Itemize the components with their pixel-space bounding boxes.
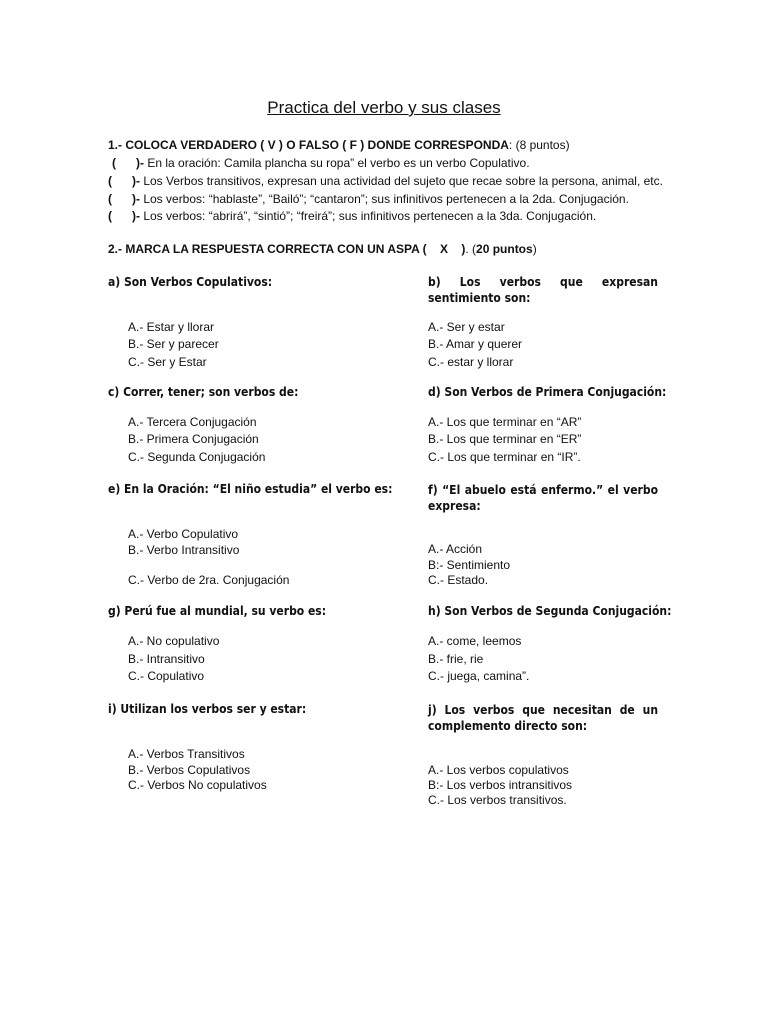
question-d-option-a[interactable]: A.- Los que terminar en “AR” — [428, 415, 582, 429]
section2-heading-bold: 2.- MARCA LA RESPUESTA CORRECTA CON UN ASPA ( X ) — [108, 242, 466, 256]
section2-heading-points: 20 puntos — [476, 242, 533, 256]
question-e-heading: e) En la Oración: “El niño estudia” el verbo es: — [108, 482, 393, 496]
question-a-option-c[interactable]: C.- Ser y Estar — [128, 355, 207, 369]
question-c-heading: c) Correr, tener; son verbos de: — [108, 385, 299, 399]
tf-text: Los verbos: “hablaste”, “Bailó”; “cantaron”; sus infinitivos pertenecen a la 2da. Conjugación. — [140, 192, 629, 206]
section1-heading-bold: 1.- COLOCA VERDADERO ( V ) O FALSO ( F ) DONDE CORRESPONDA — [108, 138, 509, 152]
section1-heading-rest: : (8 puntos) — [508, 138, 570, 152]
question-g-option-c[interactable]: C.- Copulativo — [128, 669, 205, 683]
question-h-heading: h) Son Verbos de Segunda Conjugación: — [428, 604, 672, 618]
tf-item-2 — [108, 174, 663, 188]
question-f-option-b[interactable]: B:- Sentimiento — [428, 558, 511, 572]
question-d-option-b[interactable]: B.- Los que terminar en “ER” — [428, 432, 582, 446]
question-a-option-a[interactable]: A.- Estar y llorar — [128, 320, 215, 334]
question-e-option-b[interactable]: B.- Verbo Intransitivo — [128, 543, 240, 557]
tf-mark[interactable]: ( )- — [108, 192, 140, 206]
question-j-option-c[interactable]: C.- Los verbos transitivos. — [428, 793, 567, 807]
question-d-heading: d) Son Verbos de Primera Conjugación: — [428, 385, 667, 399]
question-c-option-a[interactable]: A.- Tercera Conjugación — [128, 415, 257, 429]
section2-heading-rest-b: ) — [532, 242, 537, 256]
question-b-option-b[interactable]: B.- Amar y querer — [428, 337, 523, 351]
question-g-heading: g) Perú fue al mundial, su verbo es: — [108, 604, 327, 618]
question-h-option-b[interactable]: B.- frie, rie — [428, 652, 484, 666]
question-c-option-b[interactable]: B.- Primera Conjugación — [128, 432, 259, 446]
question-i-option-b[interactable]: B.- Verbos Copulativos — [128, 763, 251, 777]
tf-mark[interactable]: ( )- — [108, 209, 140, 223]
section2-heading — [108, 242, 537, 256]
question-g-option-a[interactable]: A.- No copulativo — [128, 634, 220, 648]
question-i-option-a[interactable]: A.- Verbos Transitivos — [128, 747, 245, 761]
question-j-option-a[interactable]: A.- Los verbos copulativos — [428, 763, 569, 777]
question-h-option-a[interactable]: A.- come, leemos — [428, 634, 522, 648]
question-e-option-c[interactable]: C.- Verbo de 2ra. Conjugación — [128, 573, 290, 587]
question-f-option-c[interactable]: C.- Estado. — [428, 573, 489, 587]
question-f-heading: f) “El abuelo está enfermo.” el verbo expresa: — [428, 483, 658, 513]
tf-item-1 — [112, 156, 530, 170]
question-b-option-a[interactable]: A.- Ser y estar — [428, 320, 505, 334]
tf-text: Los verbos: “abrirá”, “sintió”; “freirá”; sus infinitivos pertenecen a la 3da. Conjugación. — [140, 209, 597, 223]
question-f-option-a[interactable]: A.- Acción — [428, 542, 483, 556]
page-title: Practica del verbo y sus clases — [267, 98, 501, 117]
question-a-heading: a) Son Verbos Copulativos: — [108, 275, 273, 289]
section1-heading — [108, 138, 570, 152]
tf-item-3 — [108, 192, 629, 206]
question-d-option-c[interactable]: C.- Los que terminar en “IR”. — [428, 450, 581, 464]
question-j-option-b[interactable]: B:- Los verbos intransitivos — [428, 778, 573, 792]
question-i-heading: i) Utilizan los verbos ser y estar: — [108, 702, 307, 716]
tf-item-4 — [108, 209, 596, 223]
tf-mark[interactable]: ( )- — [112, 156, 144, 170]
tf-mark[interactable]: ( )- — [108, 174, 140, 188]
section2-heading-rest-a: . ( — [465, 242, 477, 256]
question-a-option-b[interactable]: B.- Ser y parecer — [128, 337, 219, 351]
question-e-option-a[interactable]: A.- Verbo Copulativo — [128, 527, 239, 541]
question-j-heading: j) Los verbos que necesitan de un complemento directo son: — [428, 703, 658, 733]
question-i-option-c[interactable]: C.- Verbos No copulativos — [128, 778, 267, 792]
tf-text: Los Verbos transitivos, expresan una actividad del sujeto que recae sobre la persona, animal, etc. — [140, 174, 663, 188]
question-b-option-c[interactable]: C.- estar y llorar — [428, 355, 514, 369]
question-b-heading: b) Los verbos que expresan sentimiento son: — [428, 275, 658, 305]
tf-text: En la oración: Camila plancha su ropa” el verbo es un verbo Copulativo. — [144, 156, 530, 170]
question-g-option-b[interactable]: B.- Intransitivo — [128, 652, 205, 666]
question-c-option-c[interactable]: C.- Segunda Conjugación — [128, 450, 266, 464]
question-h-option-c[interactable]: C.- juega, camina”. — [428, 669, 530, 683]
